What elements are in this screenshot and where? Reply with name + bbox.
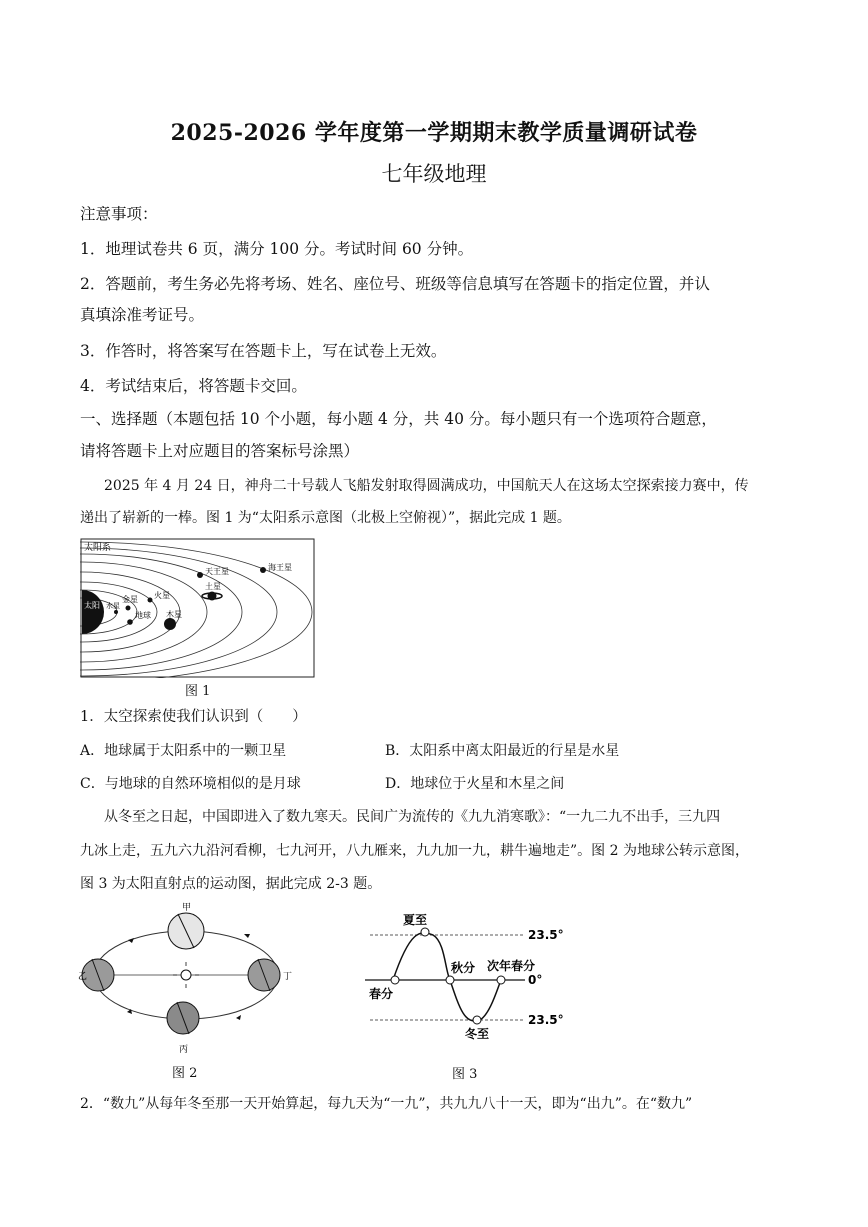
passage1-line1: 2025 年 4 月 24 日，神舟二十号载人飞船发射取得圆满成功，中国航天人在这场太空探索接力赛中，传	[104, 478, 749, 494]
section-heading: 一、选择题（本题包括 10 个小题，每小题 4 分，共 40 分。每小题只有一个选项符合题意，	[80, 410, 717, 428]
planet-label-jupiter: 木星	[166, 610, 182, 619]
note-item-2: 2．答题前，考生务必先将考场、姓名、座位号、班级等信息填写在答题卡的指定位置，并认	[80, 275, 710, 293]
label-autumn-equinox: 秋分	[451, 961, 476, 975]
exam-subtitle: 七年级地理	[381, 162, 487, 186]
figure1-frame-label: 太阳系	[84, 543, 112, 553]
sun-marker-icon	[391, 976, 399, 984]
planet-label-neptune: 海王星	[268, 563, 292, 572]
planet-label-venus: 金星	[122, 595, 138, 604]
figure1-solar-system	[80, 538, 315, 678]
planet-label-saturn: 土星	[205, 582, 221, 591]
question1-option-c: C．与地球的自然环境相似的是月球	[80, 776, 301, 792]
planet-label-uranus: 天王星	[205, 567, 229, 576]
figure3-subsolar-point	[365, 910, 580, 1040]
lat-label-bottom: 23.5°	[528, 1013, 564, 1027]
question1-option-d: D．地球位于火星和木星之间	[385, 776, 565, 792]
lat-label-mid: 0°	[528, 973, 543, 987]
position-label-bing: 丙	[179, 1045, 189, 1055]
sun-marker-icon	[446, 976, 454, 984]
passage1-line2: 递出了崭新的一棒。图 1 为“太阳系示意图（北极上空俯视）”，据此完成 1 题。	[80, 510, 571, 526]
lat-label-top: 23.5°	[528, 928, 564, 942]
section-heading-cont: 请将答题卡上对应题目的答案标号涂黑）	[80, 442, 360, 460]
passage2-line3: 图 3 为太阳直射点的运动图，据此完成 2-3 题。	[80, 876, 382, 892]
figure2-earth-revolution	[78, 900, 298, 1060]
mars-icon	[148, 598, 153, 603]
position-label-jia: 甲	[182, 903, 192, 913]
passage2-line2: 九冰上走，五九六九沿河看柳，七九河开，八九雁来，九九加一九，耕牛遍地走”。图 2 为地球公转示意图，	[80, 843, 749, 859]
label-next-spring-equinox: 次年春分	[487, 959, 536, 973]
neptune-icon	[260, 567, 266, 573]
uranus-icon	[197, 572, 203, 578]
sun-label: 太阳	[84, 601, 100, 610]
note-item-4: 4．考试结束后，将答题卡交回。	[80, 377, 307, 395]
passage2-line1: 从冬至之日起，中国即进入了数九寒天。民间广为流传的《九九消寒歌》：“一九二九不出手，三九四	[104, 809, 721, 825]
jupiter-icon	[164, 618, 176, 630]
planet-label-mars: 火星	[154, 591, 170, 600]
label-winter-solstice: 冬至	[465, 1027, 490, 1040]
earth-icon	[127, 619, 133, 625]
label-spring-equinox: 春分	[369, 987, 394, 1001]
position-label-ding: 丁	[283, 972, 293, 982]
sun-marker-icon	[473, 1016, 481, 1024]
notes-heading: 注意事项：	[80, 205, 158, 223]
position-label-yi: 乙	[78, 972, 88, 982]
label-summer-solstice: 夏至	[403, 913, 428, 927]
figure3-caption: 图 3	[452, 1067, 478, 1082]
mercury-icon	[114, 610, 118, 614]
note-item-3: 3．作答时，将答案写在答题卡上，写在试卷上无效。	[80, 342, 447, 360]
figure2-caption: 图 2	[172, 1066, 198, 1081]
sun-marker-icon	[497, 976, 505, 984]
sun-icon	[181, 970, 191, 980]
question1-option-a: A．地球属于太阳系中的一颗卫星	[80, 743, 287, 759]
sun-marker-icon	[421, 928, 429, 936]
question2-stem: 2．“数九”从每年冬至那一天开始算起，每九天为“一九”，共九九八十一天，即为“出九”。在“数九”	[80, 1096, 693, 1112]
exam-title: 2025-2026 学年度第一学期期末教学质量调研试卷	[170, 120, 698, 146]
figure1-caption: 图 1	[185, 684, 211, 699]
question1-option-b: B．太阳系中离太阳最近的行星是水星	[385, 743, 620, 759]
note-item-2-cont: 真填涂准考证号。	[80, 306, 205, 324]
venus-icon	[126, 606, 131, 611]
planet-label-mercury: 水星	[106, 602, 120, 610]
sun-icon	[82, 590, 104, 634]
question1-stem: 1．太空探索使我们认识到（ ）	[80, 709, 307, 725]
planet-label-earth: 地球	[135, 611, 151, 620]
note-item-1: 1．地理试卷共 6 页，满分 100 分。考试时间 60 分钟。	[80, 240, 474, 258]
